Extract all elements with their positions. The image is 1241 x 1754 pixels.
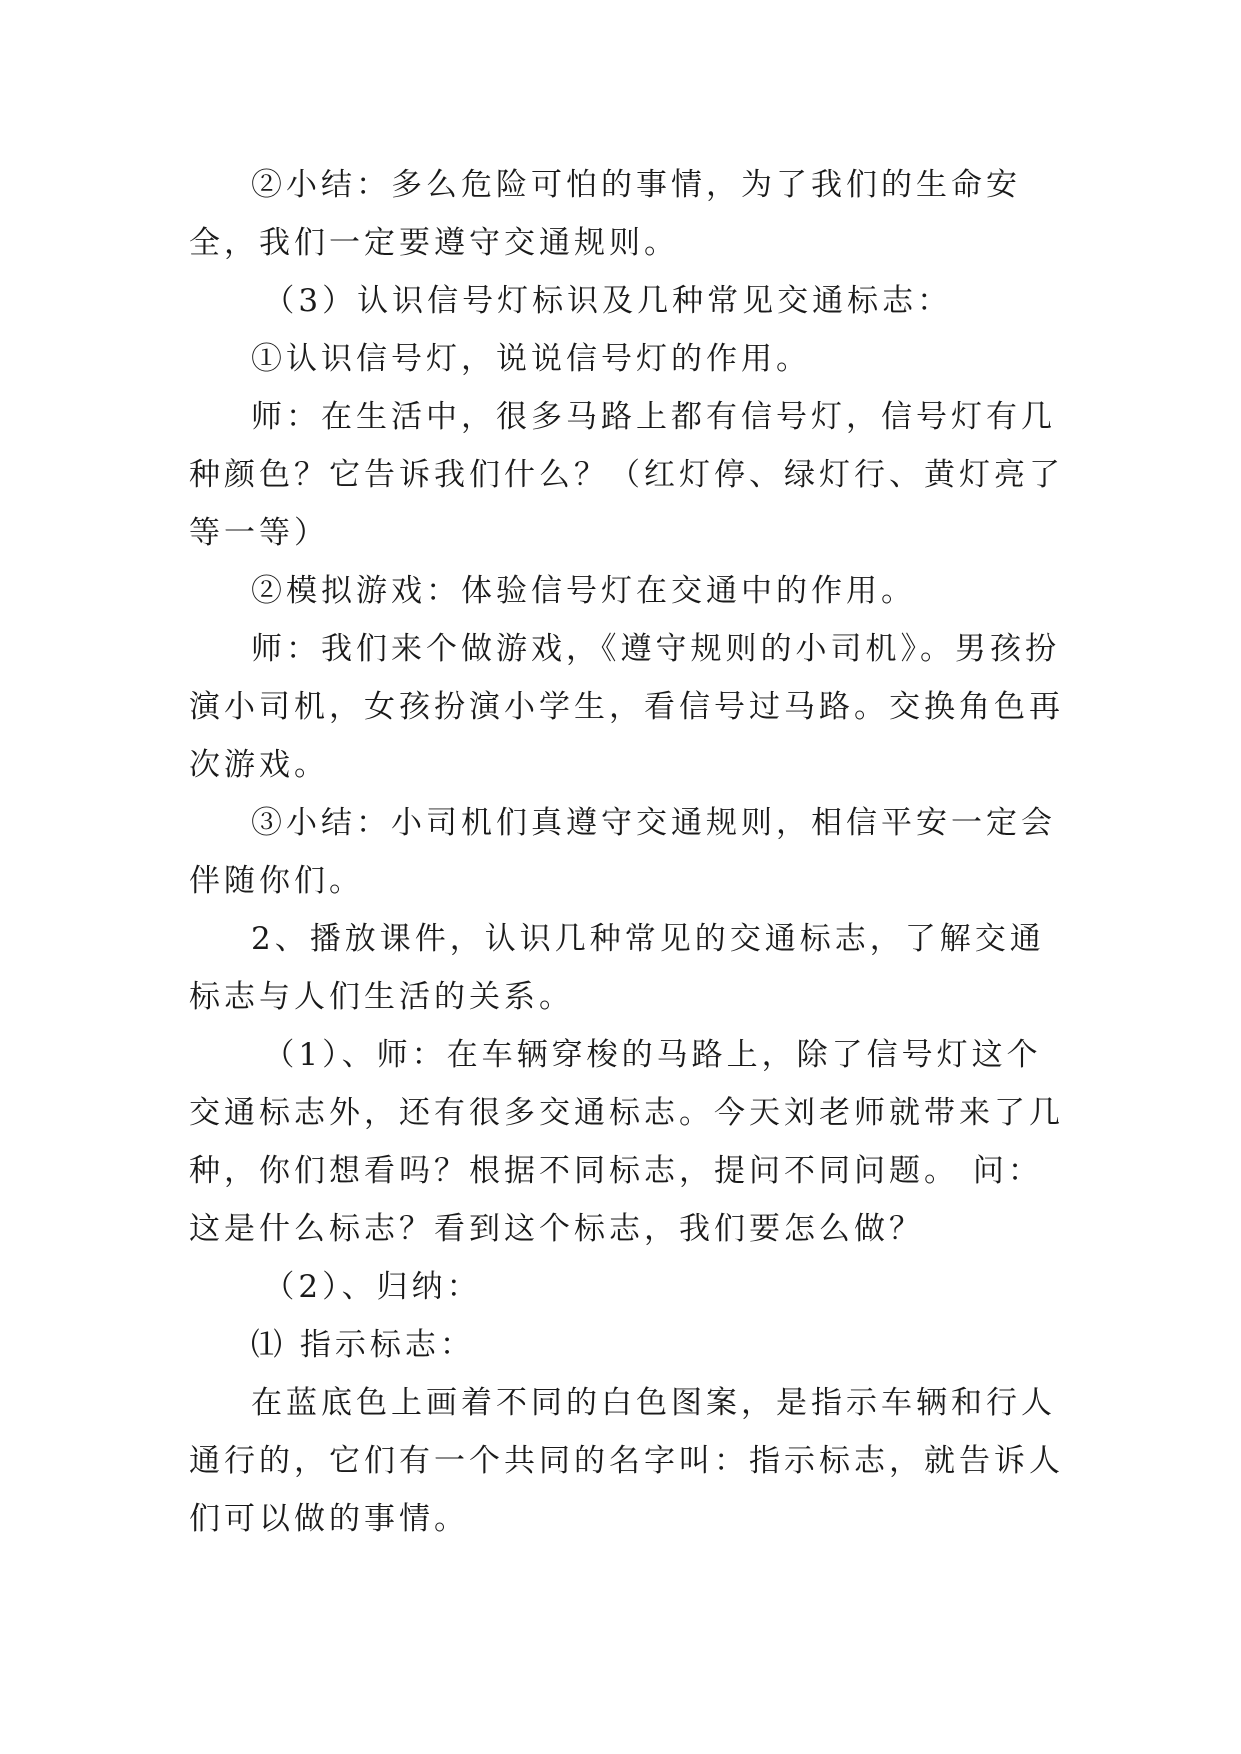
paragraph-indication-signs-heading: ⑴ 指示标志： bbox=[251, 1327, 475, 1363]
paragraph-teacher-question-colors: 师：在生活中，很多马路上都有信号灯，信号灯有几种颜色？它告诉我们什么？（红灯停、绿灯行、黄灯亮了等一等） bbox=[189, 399, 1064, 551]
paragraph-teacher-game-instructions: 师：我们来个做游戏，《遵守规则的小司机》。男孩扮演小司机，女孩扮演小学生，看信号过马路。交换角色再次游戏。 bbox=[189, 631, 1064, 783]
paragraph-summary-drivers: ③小结：小司机们真遵守交通规则，相信平安一定会伴随你们。 bbox=[189, 805, 1056, 899]
paragraph-indication-signs-description: 在蓝底色上画着不同的白色图案，是指示车辆和行人通行的，它们有一个共同的名字叫：指示标志，就告诉人们可以做的事情。 bbox=[189, 1385, 1064, 1537]
paragraph-section-3-heading: （3）认识信号灯标识及几种常见交通标志： bbox=[263, 283, 953, 319]
paragraph-summary-heading: （2）、归纳： bbox=[263, 1269, 482, 1305]
paragraph-traffic-light-intro: ①认识信号灯，说说信号灯的作用。 bbox=[251, 341, 811, 377]
document-body bbox=[189, 156, 1069, 1548]
paragraph-teacher-signs-question: （1）、师：在车辆穿梭的马路上，除了信号灯这个交通标志外，还有很多交通标志。今天刘老师就带来了几种，你们想看吗？根据不同标志，提问不同问题。 问：这是什么标志？看到这个标志，我们要怎么做？ bbox=[189, 1037, 1064, 1247]
paragraph-summary-danger: ②小结：多么危险可怕的事情，为了我们的生命安全，我们一定要遵守交通规则。 bbox=[189, 167, 1021, 261]
paragraph-simulation-game: ②模拟游戏：体验信号灯在交通中的作用。 bbox=[251, 573, 916, 609]
paragraph-courseware-signs: 2、播放课件，认识几种常见的交通标志，了解交通标志与人们生活的关系。 bbox=[189, 921, 1045, 1015]
